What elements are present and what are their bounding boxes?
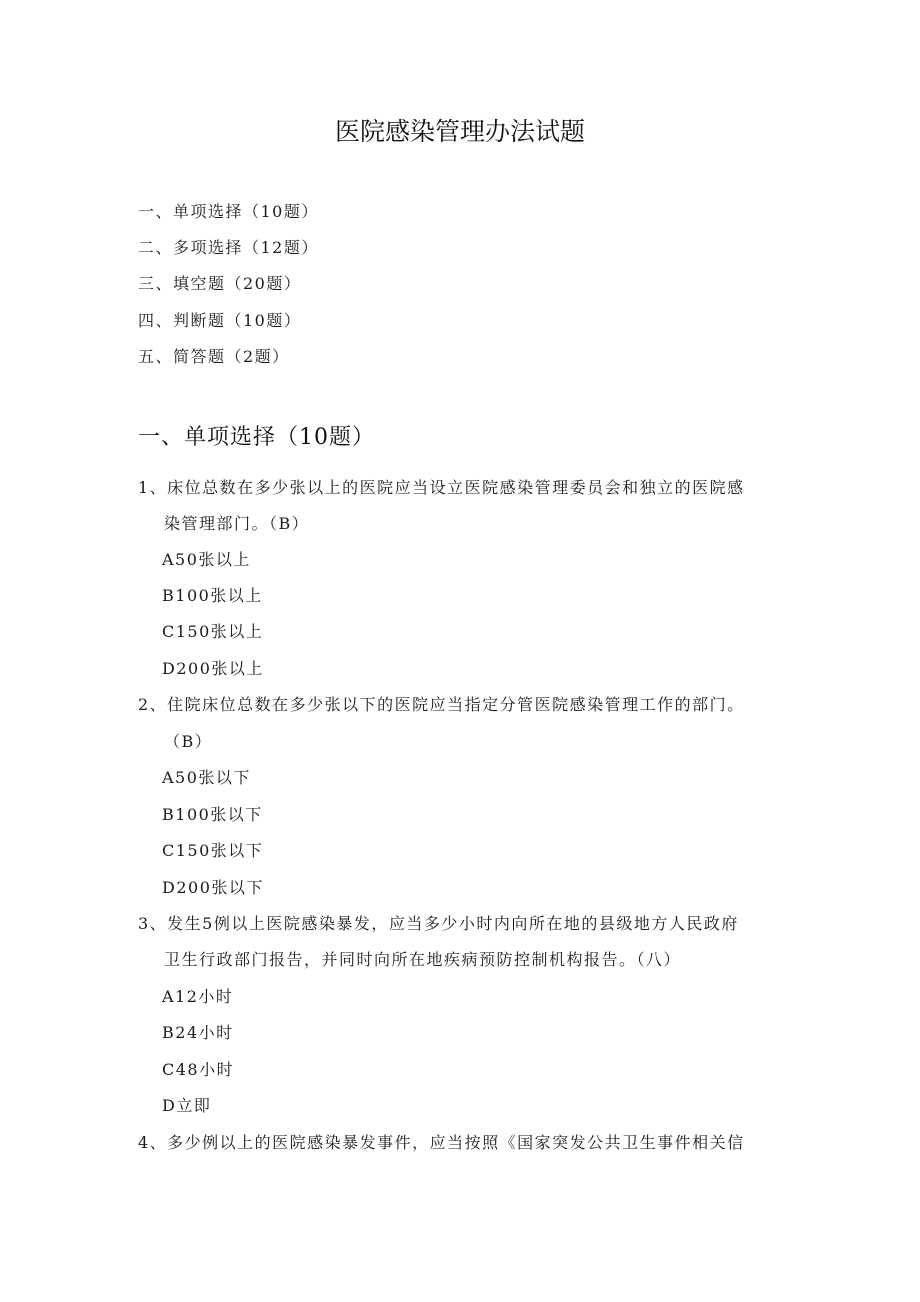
page-title: 医院感染管理办法试题 — [334, 117, 585, 146]
toc-item-5: 五、简答题（2题） — [138, 347, 290, 366]
question-1-option-a: A50张以上 — [162, 550, 251, 569]
toc-item-1: 一、单项选择（10题） — [138, 202, 319, 221]
question-2-option-d: D200张以下 — [162, 878, 264, 897]
question-2-line-1: 2、住院床位总数在多少张以下的医院应当指定分管医院感染管理工作的部门。 — [138, 695, 745, 714]
question-2-line-2: （B） — [164, 732, 213, 751]
question-1-line-1: 1、床位总数在多少张以上的医院应当设立医院感染管理委员会和独立的医院感 — [138, 478, 745, 497]
question-2-option-b: B100张以下 — [162, 805, 263, 824]
toc-item-4: 四、判断题（10题） — [138, 311, 302, 330]
section-heading-single-choice: 一、单项选择（10题） — [138, 425, 375, 450]
question-3-option-b: B24小时 — [162, 1023, 234, 1042]
toc-item-3: 三、填空题（20题） — [138, 274, 302, 293]
question-4-line-1: 4、多少例以上的医院感染暴发事件，应当按照《国家突发公共卫生事件相关信 — [138, 1133, 745, 1152]
question-2-option-a: A50张以下 — [162, 768, 251, 787]
question-1-option-c: C150张以上 — [162, 622, 264, 641]
question-3-line-2: 卫生行政部门报告，并同时向所在地疾病预防控制机构报告。（八） — [164, 950, 682, 969]
question-3-option-c: C48小时 — [162, 1060, 235, 1079]
question-1-option-b: B100张以上 — [162, 586, 263, 605]
question-1-option-d: D200张以上 — [162, 659, 264, 678]
toc-item-2: 二、多项选择（12题） — [138, 238, 319, 257]
question-3-option-d: D立即 — [162, 1096, 212, 1115]
question-3-line-1: 3、发生5例以上医院感染暴发，应当多少小时内向所在地的县级地方人民政府 — [138, 914, 739, 933]
question-2-option-c: C150张以下 — [162, 841, 264, 860]
question-3-option-a: A12小时 — [162, 987, 234, 1006]
question-1-line-2: 染管理部门。（B） — [164, 514, 310, 533]
